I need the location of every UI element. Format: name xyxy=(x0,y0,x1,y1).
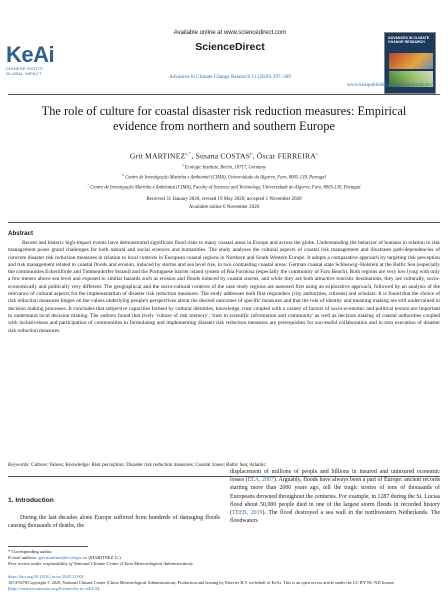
keai-logo[interactable] xyxy=(6,44,66,76)
author-name[interactable]: Óscar FERREIRA xyxy=(256,151,316,161)
corresponding-author-note: * Corresponding author. xyxy=(8,549,53,554)
keai-logo-tagline-1: CHINESE ROOTS xyxy=(6,66,44,71)
journal-url-link[interactable]: www.keaipublishing.com/en/journals/accr/ xyxy=(347,82,436,88)
intro-text: displacement of millions of people and billions in insured and uninsured economic losses ( xyxy=(230,469,440,484)
cover-photo-top xyxy=(389,53,433,69)
article-footer xyxy=(8,574,440,592)
copyright-text: 1674-9278/Copyright © 2020, National Climate Center (China Meteorological Administration). Production and hosting by Elsevier B.V. on behalf of KeAi. This is an open access article under the CC BY-NC-ND license ( xyxy=(8,580,395,591)
affiliation-mark: c xyxy=(87,182,90,187)
section-heading: 1. Introduction xyxy=(8,497,54,504)
email-suffix: (MARTINEZ G.). xyxy=(87,555,122,561)
author-name[interactable]: Susana COSTAS xyxy=(195,151,251,161)
article-title: The role of culture for coastal disaster risk reduction measures: Empirical evidence from northern and southern Europe xyxy=(41,104,407,133)
header-divider xyxy=(8,94,440,95)
affiliation-mark: b xyxy=(122,172,124,177)
cover-title: ADVANCES IN CLIMATE CHANGE RESEARCH xyxy=(388,36,430,45)
sciencedirect-link[interactable]: ScienceDirect xyxy=(195,41,265,53)
affiliation-item xyxy=(20,182,428,192)
author-name[interactable]: Grit MARTINEZ xyxy=(129,151,186,161)
email-link[interactable]: grit.martinez@ecologic.eu xyxy=(38,555,88,561)
affiliation-text: Centro de Investigação Marinha e Ambiental (CIMA), Faculty of Sciences and Technology, Universidade do Algarve, Faro, 8005-139, Portugal xyxy=(90,185,361,191)
intro-text: ). Arguably, floods have always been a part of Europe: ancient records starting more than 2000 years ago, tell the tragic stories of tens of thousands of Europeans drowned throughout the centuries. For example, in 1287 during the St. Lucias flood about 50,000 people died in one of the largest storm floods in recorded history ( xyxy=(230,477,440,517)
author-list: Grit $MARTINEZ^{a,*}$, Susana COSTAS$^b$, Óscar FERREIRA$^c$ xyxy=(129,151,319,161)
author-mark[interactable]: b xyxy=(250,151,253,156)
keywords-label: Keywords: xyxy=(8,462,30,468)
footnotes xyxy=(8,549,220,568)
license-link[interactable]: http://creativecommons.org/licenses/by-nc-nd/4.0/ xyxy=(9,586,98,591)
journal-header xyxy=(0,28,448,108)
peer-review-note: Peer review under responsibility of National Climate Center (China Meteorological Administration). xyxy=(8,561,194,567)
citation-link[interactable]: EEA, 2007 xyxy=(247,477,274,484)
keywords-list: Culture; Values; Knowledge; Risk perception; Disaster risk reduction measures; Coastal zones; Baltic Sea; Atlantic xyxy=(31,462,266,468)
publisher-block xyxy=(80,28,380,82)
intro-paragraph-right xyxy=(230,468,440,525)
footnote-divider xyxy=(8,546,88,547)
affiliation-item xyxy=(20,172,428,182)
received-dates: Received 31 January 2020; revised 19 May 2020; accepted 1 November 2020 xyxy=(146,197,302,202)
author-mark[interactable]: a,* xyxy=(185,151,192,156)
affiliations xyxy=(20,162,428,191)
doi-link[interactable]: https://doi.org/10.1016/j.accre.2020.11.001 xyxy=(8,574,84,579)
abstract-heading: Abstract xyxy=(8,230,34,237)
affiliation-text: Ecologic Institute, Berlin, 10717, Germany xyxy=(184,165,266,171)
intro-text: ). The flood destroyed a sea wall in the northwestern Netherlands. The floodwaters xyxy=(230,510,440,525)
keai-logo-tagline-2: GLOBAL IMPACT xyxy=(6,71,42,76)
author-mark[interactable]: c xyxy=(315,151,319,156)
copyright-notice xyxy=(8,580,440,592)
intro-paragraph-left: During the last decades alone Europe suffered from hundreds of damaging floods causing thousands of deaths, the xyxy=(8,515,220,530)
affiliation-text: Centro de Investigação Marinha e Ambiental (CIMA), Universidade do Algarve, Faro, 8005-139, Portugal xyxy=(125,175,326,181)
article-dates xyxy=(20,196,428,211)
affiliation-item xyxy=(20,162,428,172)
email-label: E-mail address: xyxy=(8,555,38,561)
abstract-text: Recent and historic high-impact events have demonstrated significant flood risks to many coastal areas in Europe and across the globe. Understanding the behavior of humans in relation to risk management poses grand challenges for both natural and social sciences and humanities. The study analyses the cultural aspects of coastal risk management and illustrates path-dependencies of concrete disaster risk reduction measures in relation to local contexts in European coastal regions in Northern and South Western Europe. It adopts a comparative approach by targeting risk perception and risk management related to coastal floods and erosion, induced by storms and sea level rise, in two contrasting coastal areas: German coastal state Schleswig–Holstein at the Baltic Sea (especially the communities Eckernförde and Timmendorfer Strand) and the Portuguese barrier island system of Ria Formosa (especially the community of Faro Beach). Both regions are very low lying with only a few meters above sea level and exposed to similar hazards such as erosion and floods induced by coastal storms, and while they are both attractive touristic destinations, they are culturally, socio-economically and politically very different. The geographical and the socio-cultural contexts of the case study regions are assessed first using an explorative approach, followed by an analysis of the relevance of cultural aspects for the implementation of disaster risk reduction measures. The study addresses both first responders (city authorities, citizens) and scholars. It is found that the choice of risk reduction measures hinges on the values underlying people's perspectives about the desired outcomes of specific measures and that the role of identity and meaning making are still undervalued in decision making processes. It concludes that subjective capacities formed by cultural identities, knowledge, trust coupled with a variety of factors of socio-economic and political texture are important to understand local decision making. The authors found that lively 'culture of risk memory', 'trust in scientific information and community' as well as decision making of coastal authorities coupled with inclusiveness and participation of communities in formulating and implementing disaster risk reduction measures are prerequisites for successful collaboration and in turn execution of disaster risk reduction measures. xyxy=(8,240,440,334)
online-date: Available online 6 November 2020 xyxy=(188,204,260,210)
keai-logo-text: KeAi xyxy=(6,42,55,67)
affiliation-mark: a xyxy=(182,163,184,167)
copyright-end: ). xyxy=(97,586,101,591)
available-online-text: Available online at www.sciencedirect.com xyxy=(173,30,287,36)
journal-reference[interactable]: Advances in Climate Change Research 11 (2020) 297–309 xyxy=(169,74,291,80)
abstract-divider xyxy=(8,222,440,223)
citation-link[interactable]: TEEB, 2019 xyxy=(231,510,263,517)
